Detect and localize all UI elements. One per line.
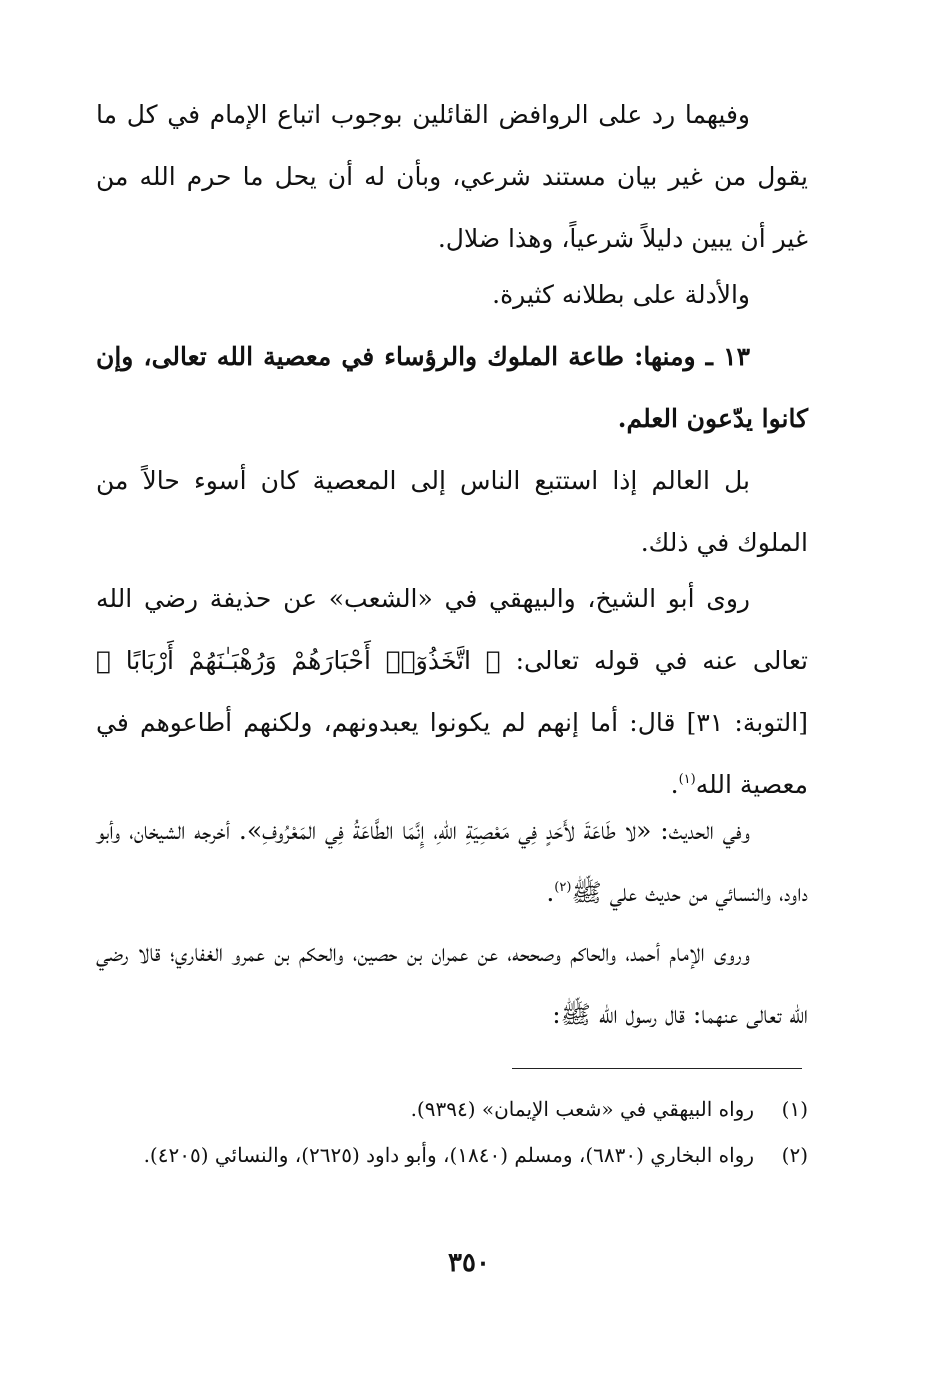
footnote-ref-2[interactable]: (٢)	[554, 880, 572, 895]
paragraph-scholar	[96, 450, 808, 574]
footnote-text: رواه البيهقي في «شعب الإيمان» (٩٣٩٤).	[410, 1097, 754, 1121]
section-heading-13	[96, 326, 808, 450]
footnote-text: رواه البخاري (٦٨٣٠)، ومسلم (١٨٤٠)، وأبو داود (٢٦٢٥)، والنسائي (٤٢٠٥).	[143, 1143, 754, 1167]
paragraph-text: وروى الإمام أحمد، والحاكم وصححه، عن عمران بن حصين، والحكم بن عمرو الغفاري؛ قالا رضي الله تعالى عنهما: قال رسول الله ﷺ:	[96, 938, 808, 1029]
paragraph-text	[96, 800, 808, 924]
paragraph-imam-ahmad-narration	[96, 922, 808, 1046]
footnote-2	[96, 1132, 808, 1178]
footnote-divider	[512, 1068, 802, 1069]
footnote-number: (١)	[781, 1097, 808, 1121]
paragraph-end: .	[546, 878, 555, 907]
paragraph-hadith-obedience	[96, 800, 808, 924]
paragraph-end: .	[670, 770, 679, 799]
footnotes	[96, 1086, 808, 1178]
paragraph-text	[96, 568, 808, 816]
footnote-number: (٢)	[781, 1143, 808, 1167]
paragraph-hudhayfa-narration	[96, 568, 808, 816]
paragraph-text: بل العالم إذا استتبع الناس إلى المعصية كان أسوء حالاً من الملوك في ذلك.	[96, 466, 808, 557]
paragraph-text: والأدلة على بطلانه كثيرة.	[492, 280, 750, 309]
paragraph-body: وفي الحديث: «لا طَاعَةَ لأَحَدٍ فِي مَعْصِيَةِ اللهِ، إِنَّمَا الطَّاعَةُ فِي المَعْرُوفِ». أخرجه الشيخان، وأبو داود، والنسائي من حديث علي ﷺ	[96, 816, 808, 907]
paragraph-rebuttal-rawafid	[96, 84, 808, 270]
heading-text: ١٣ ـ ومنها: طاعة الملوك والرؤساء في معصية الله تعالى، وإن كانوا يدّعون العلم.	[96, 342, 808, 433]
paragraph-evidence-many	[96, 264, 808, 326]
footnote-1	[96, 1086, 808, 1132]
footnote-ref-1[interactable]: (١)	[678, 772, 696, 787]
paragraph-body: روى أبو الشيخ، والبيهقي في «الشعب» عن حذيفة رضي الله تعالى عنه في قوله تعالى: ﴿ اتَّخَذُوٓا۟ أَحْبَارَهُمْ وَرُهْبَـٰنَهُمْ أَرْبَابًا ﴾[التوبة: ٣١] قال: أما إنهم لم يكونوا يعبدونهم، ولكنهم أطاعوهم في معصية الله	[96, 584, 808, 799]
page-number: ٣٥٠	[448, 1248, 490, 1278]
paragraph-text: وفيهما رد على الروافض القائلين بوجوب اتباع الإمام في كل ما يقول من غير بيان مستند شرعي، وبأن له أن يحل ما حرم الله من غير أن يبين دليلاً شرعياً، وهذا ضلال.	[96, 100, 808, 253]
